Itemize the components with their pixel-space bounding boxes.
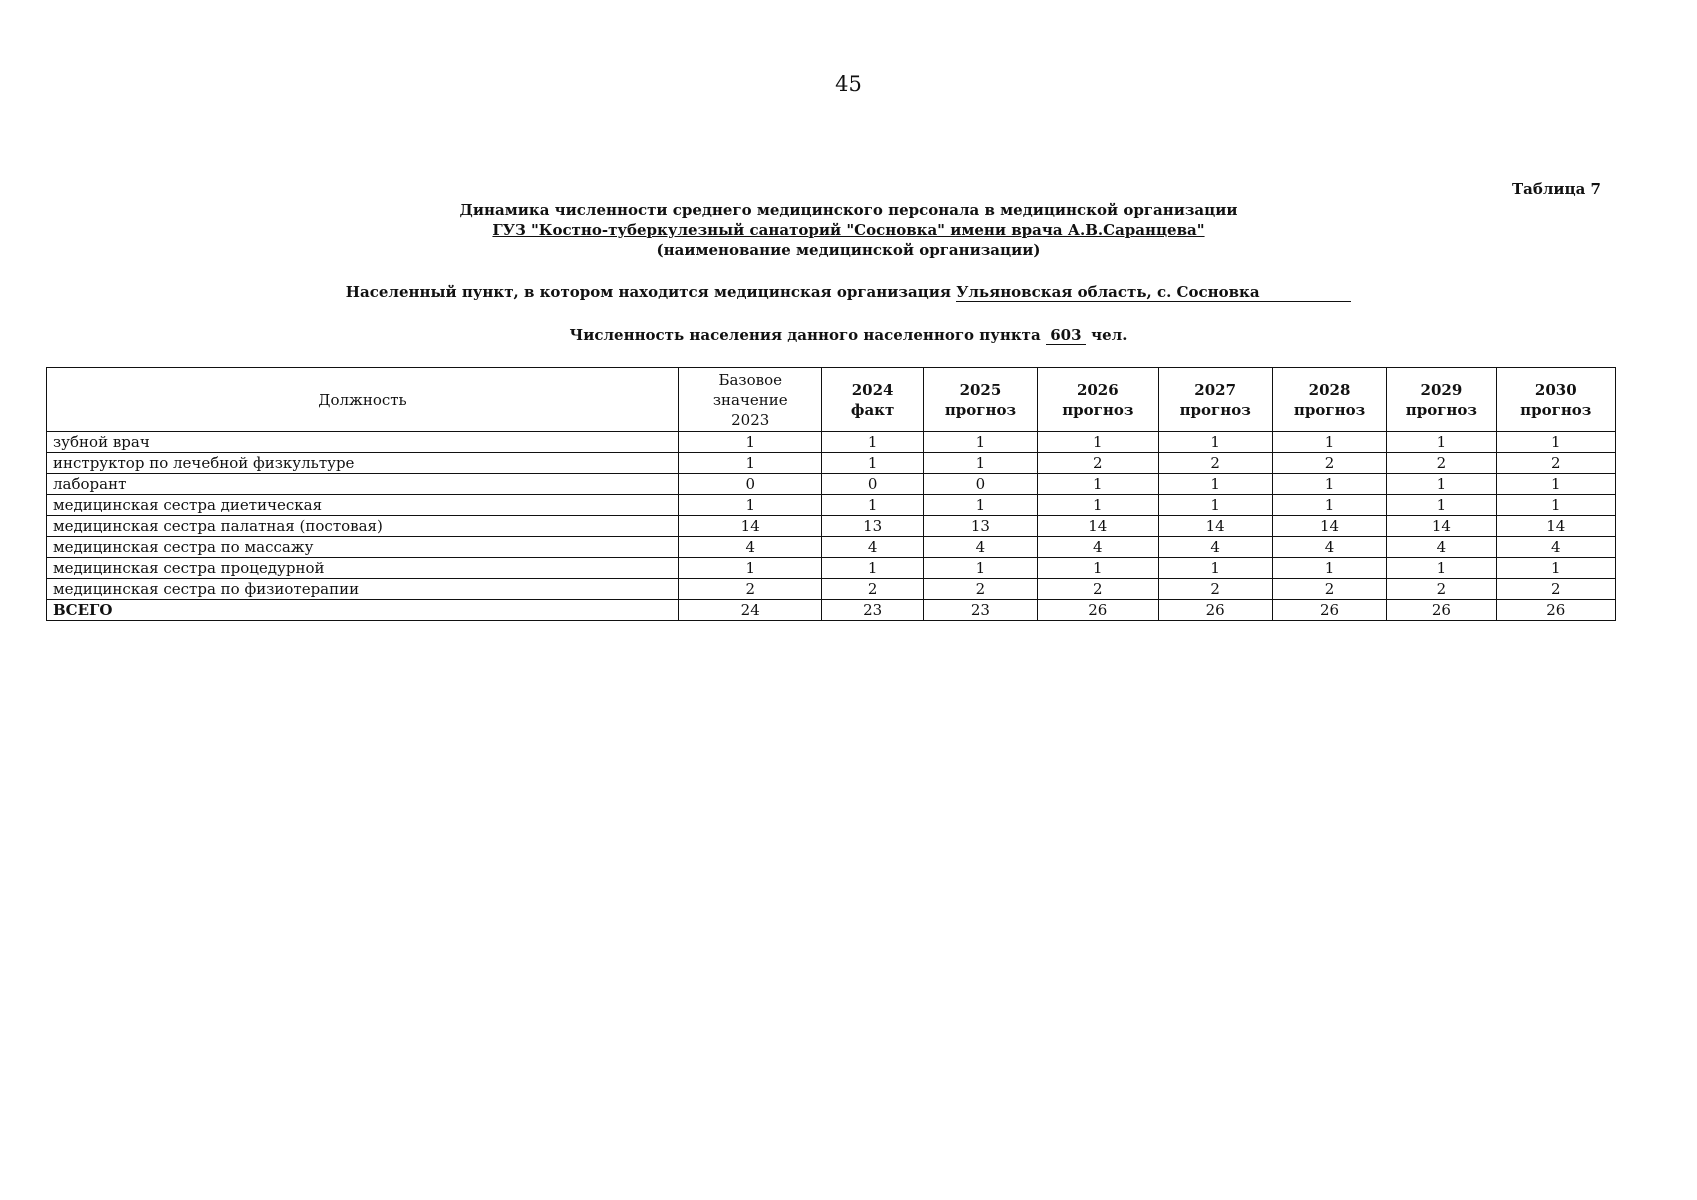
value-cell: 13 [923, 516, 1037, 537]
location-line [0, 283, 1697, 302]
header-year: 2028 [1308, 380, 1351, 399]
value-cell: 1 [1158, 432, 1272, 453]
table-row [47, 495, 1616, 516]
value-cell: 2 [1038, 453, 1158, 474]
header-year: 2025 [959, 380, 1002, 399]
value-cell: 1 [679, 432, 822, 453]
header-kind: факт [850, 400, 895, 419]
location-label: Населенный пункт, в котором находится медицинская организация [345, 283, 951, 301]
value-cell: 1 [1496, 495, 1615, 516]
value-cell: 2 [1387, 453, 1496, 474]
value-cell: 2 [822, 579, 923, 600]
value-cell: 1 [1038, 432, 1158, 453]
total-value-cell: 26 [1387, 600, 1496, 621]
total-value-cell: 23 [923, 600, 1037, 621]
value-cell: 1 [679, 558, 822, 579]
value-cell: 1 [1272, 474, 1386, 495]
table-row [47, 558, 1616, 579]
header-year-2024 [822, 368, 923, 432]
value-cell: 4 [1496, 537, 1615, 558]
value-cell: 2 [1038, 579, 1158, 600]
value-cell: 14 [1158, 516, 1272, 537]
value-cell: 1 [1496, 432, 1615, 453]
value-cell: 14 [1387, 516, 1496, 537]
position-name: инструктор по лечебной физкультуре [47, 453, 679, 474]
header-year-2027 [1158, 368, 1272, 432]
table-caption: Таблица 7 [1511, 180, 1601, 198]
value-cell: 2 [923, 579, 1037, 600]
value-cell: 1 [822, 432, 923, 453]
position-name: зубной врач [47, 432, 679, 453]
value-cell: 1 [1496, 558, 1615, 579]
table-row [47, 453, 1616, 474]
value-cell: 1 [923, 558, 1037, 579]
location-value: Ульяновская область, с. Сосновка [956, 283, 1351, 302]
value-cell: 13 [822, 516, 923, 537]
value-cell: 1 [1387, 495, 1496, 516]
value-cell: 1 [1272, 558, 1386, 579]
header-base-line: Базовое [718, 370, 782, 389]
position-name: медицинская сестра по физиотерапии [47, 579, 679, 600]
value-cell: 1 [1387, 474, 1496, 495]
value-cell: 1 [822, 453, 923, 474]
header-year: 2030 [1534, 380, 1577, 399]
header-year: 2029 [1420, 380, 1463, 399]
header-kind: прогноз [1179, 400, 1251, 419]
total-value-cell: 26 [1272, 600, 1386, 621]
population-label: Численность населения данного населенного пункта [569, 326, 1041, 344]
value-cell: 1 [1038, 495, 1158, 516]
value-cell: 1 [923, 495, 1037, 516]
header-year-2026 [1038, 368, 1158, 432]
value-cell: 14 [1496, 516, 1615, 537]
organization-name: ГУЗ "Костно-туберкулезный санаторий "Сосновка" имени врача А.В.Саранцева" [492, 221, 1205, 239]
value-cell: 1 [923, 432, 1037, 453]
population-value: 603 [1046, 326, 1086, 345]
total-value-cell: 26 [1158, 600, 1272, 621]
position-name: медицинская сестра диетическая [47, 495, 679, 516]
table-row [47, 537, 1616, 558]
value-cell: 1 [1038, 474, 1158, 495]
value-cell: 0 [822, 474, 923, 495]
staff-table [46, 367, 1616, 621]
population-unit: чел. [1091, 326, 1128, 344]
total-value-cell: 24 [679, 600, 822, 621]
header-kind: прогноз [1405, 400, 1477, 419]
header-kind: прогноз [944, 400, 1017, 419]
header-kind: прогноз [1062, 400, 1134, 419]
position-name: медицинская сестра по массажу [47, 537, 679, 558]
total-value-cell: 26 [1496, 600, 1615, 621]
table-header-row [47, 368, 1616, 432]
value-cell: 1 [1387, 558, 1496, 579]
value-cell: 14 [1038, 516, 1158, 537]
value-cell: 2 [1272, 453, 1386, 474]
header-position: Должность [47, 368, 679, 432]
value-cell: 4 [1272, 537, 1386, 558]
value-cell: 14 [679, 516, 822, 537]
header-year-2025 [923, 368, 1037, 432]
value-cell: 1 [679, 453, 822, 474]
organization-hint: (наименование медицинской организации) [656, 241, 1041, 259]
header-year: 2026 [1076, 380, 1119, 399]
value-cell: 2 [1496, 453, 1615, 474]
value-cell: 2 [1158, 579, 1272, 600]
total-label: ВСЕГО [47, 600, 679, 621]
total-row [47, 600, 1616, 621]
value-cell: 1 [1038, 558, 1158, 579]
value-cell: 1 [822, 495, 923, 516]
page-number: 45 [835, 72, 862, 96]
value-cell: 2 [1158, 453, 1272, 474]
table-row [47, 474, 1616, 495]
value-cell: 1 [1272, 432, 1386, 453]
table-row [47, 516, 1616, 537]
value-cell: 4 [1038, 537, 1158, 558]
value-cell: 4 [1158, 537, 1272, 558]
value-cell: 1 [1158, 558, 1272, 579]
value-cell: 1 [1272, 495, 1386, 516]
value-cell: 2 [1387, 579, 1496, 600]
value-cell: 0 [923, 474, 1037, 495]
value-cell: 2 [679, 579, 822, 600]
population-line [0, 326, 1697, 345]
position-name: медицинская сестра палатная (постовая) [47, 516, 679, 537]
value-cell: 14 [1272, 516, 1386, 537]
header-year: 2024 [851, 380, 894, 399]
table-row [47, 579, 1616, 600]
value-cell: 1 [1158, 474, 1272, 495]
header-kind: прогноз [1520, 400, 1592, 419]
value-cell: 1 [1496, 474, 1615, 495]
value-cell: 1 [1158, 495, 1272, 516]
header-base-line: значение [712, 390, 788, 409]
value-cell: 2 [1272, 579, 1386, 600]
header-base-line: 2023 [731, 410, 770, 429]
value-cell: 2 [1496, 579, 1615, 600]
position-name: лаборант [47, 474, 679, 495]
total-value-cell: 26 [1038, 600, 1158, 621]
title-block [0, 200, 1697, 260]
header-base [679, 368, 822, 432]
value-cell: 1 [822, 558, 923, 579]
value-cell: 4 [1387, 537, 1496, 558]
title-line: Динамика численности среднего медицинского персонала в медицинской организации [459, 201, 1238, 219]
value-cell: 0 [679, 474, 822, 495]
header-year-2028 [1272, 368, 1386, 432]
position-name: медицинская сестра процедурной [47, 558, 679, 579]
header-year-2030 [1496, 368, 1615, 432]
header-kind: прогноз [1293, 400, 1366, 419]
table-row [47, 432, 1616, 453]
total-value-cell: 23 [822, 600, 923, 621]
value-cell: 1 [679, 495, 822, 516]
value-cell: 4 [822, 537, 923, 558]
value-cell: 1 [923, 453, 1037, 474]
header-year: 2027 [1194, 380, 1237, 399]
header-year-2029 [1387, 368, 1496, 432]
value-cell: 1 [1387, 432, 1496, 453]
value-cell: 4 [923, 537, 1037, 558]
value-cell: 4 [679, 537, 822, 558]
